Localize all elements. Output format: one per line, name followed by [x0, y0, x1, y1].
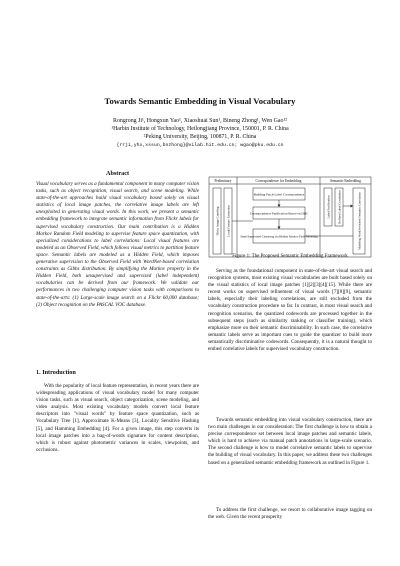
abstract-body: Visual vocabulary serves as a fundamental component in many computer vision tasks, such as object recognition, visual search, and scene modeling. While state-of-the-art approaches build visual vocabulary based solely on visual statistics of local image patches, the correlative image labels are left unexploited in generating visual words. In this work, we present a semantic embedding framework to integrate semantic information from Flickr labels for supervised vocabulary construction. Our main contribution is a Hidden Markov Random Field modeling to supervise feature space quantization, with specialized considerations to label correlations: Local visual features are modeled as an Observed Field, which follows visual metrics to partition feature space. Semantic labels are modeled as a Hidden Field, which imposes generative supervision to the Observed Field with WordNet-based correlation constraints as Gibbs distribution. By simplifying the Markov property in the Hidden Field, both unsupervised and supervised (label independent) vocabularies can be derived from our framework. We validate our performances in two challenging computer vision tasks with comparisons to state-of-the-arts: (1) Large-scale image search on a Flickr 60,000 database; (2) Object recognition on the PASCAL VOC database. [36, 181, 199, 308]
figure-caption: Figure 1: The Proposed Semantic Embedding Framework [232, 254, 348, 259]
diagram-flickr-crawling: Flickr Image Crawling [215, 206, 220, 236]
author-list: Rongrong Ji¹, Hongxun Yao¹, Xiaoshuai Sun¹, Bineng Zhong¹, Wen Gao¹² [113, 118, 287, 124]
body-paragraph-1: Serving as the foundational component in state-of-the-art visual search and recognition systems, most existing visual vocabularies are built based solely on the visual statistics of local image patches [1][2][3][4][15]. While there are recent works on supervised refinement of visual words [7][8][9], semantic labels, especially their labeling correlations, are still excluded from the vocabulary construction procedure so far. In contrast, in most visual search and recognition scenarios, the quantized codewords are processed together in the subsequent steps (such as similarity ranking or classifier training), which emphasize more on their semantic discriminability. In such case, the correlative semantic labels serve as important cues to guide the quantizer to build more semantically discriminative codewords. Consequently, it is a natural thought to embed correlative labels for supervised vocabulary construction. [208, 268, 372, 353]
intro-paragraph: With the popularity of local feature representation, in recent years there are widespreading applications of visual vocabulary model for many computer vision tasks, such as visual search, object categorization, scene modeling, and video analysis. Most existing vocabulary models convert local feature descriptors into "visual words" by feature space quantization, such as Vocabulary Tree [1], Approximate K-Means [3], Locality Sensitive Hashing [5], and Hamming Embedding [4]. For a given image, this step converts its local image patches into a bag-of-words signature for content description, which is robust against photometric variances in scales, viewpoints, and occlusions. [36, 383, 199, 453]
author-emails: {rrji,yhx,xssun,bnzhong}@vilab.hit.edu.cn; wgao@pku.edu.cn [116, 143, 284, 148]
diagram-box-patch-label: Building Patch-Label Correspondence [253, 192, 305, 197]
diagram-box-clustering: Semi-Supervised Clustering via Hidden Markov Field Modeling [240, 234, 318, 239]
abstract-heading: Abstract [105, 170, 130, 177]
diagram-wordnet-model: Modeling WordNet-based Semantic Correlation [357, 192, 362, 250]
diagram-header-correspondence: Correspondence for Embedding [255, 179, 302, 183]
paper-title: Towards Semantic Embedding in Visual Vocabulary [104, 96, 296, 106]
affiliation-2: ²Peking University, Beijing, 100871, P. R. China [143, 134, 257, 140]
diagram-header-preliminary: Preliminary [214, 179, 232, 183]
section-heading-introduction: 1. Introduction [36, 369, 76, 376]
diagram-refined-label: Refined Label Correlation [337, 190, 342, 224]
diagram-header-semantic-embedding: Semantic Embedding [330, 179, 361, 183]
diagram-local-feature: Local Feature Extraction [226, 205, 231, 237]
framework-diagram [208, 176, 372, 258]
affiliation-1: ¹Harbin Institute of Technology, Heilongjiang Province, 150001, P. R. China [111, 126, 289, 132]
body-paragraph-3: To address the first challenge, we resort to collaborative image tagging on the web. Given the recent prosperity [208, 507, 372, 521]
diagram-box-partition: Correspondence Purification Based on DDC [249, 211, 309, 216]
diagram-label-purification: Label Purification [326, 195, 331, 219]
body-paragraph-2: Towards semantic embedding into visual vocabulary construction, there are two main challenges in our consideration: The first challenge is how to obtain a precise correspondence set between local image patches and semantic labels, which is hard to achieve via manual patch annotations in large-scale scenario. The second challenge is how to model correlative semantic labels to supervise the building of visual vocabulary. In this paper, we address these two challenges based on a generalized semantic embedding framework as outlined in Figure 1. [208, 417, 372, 466]
